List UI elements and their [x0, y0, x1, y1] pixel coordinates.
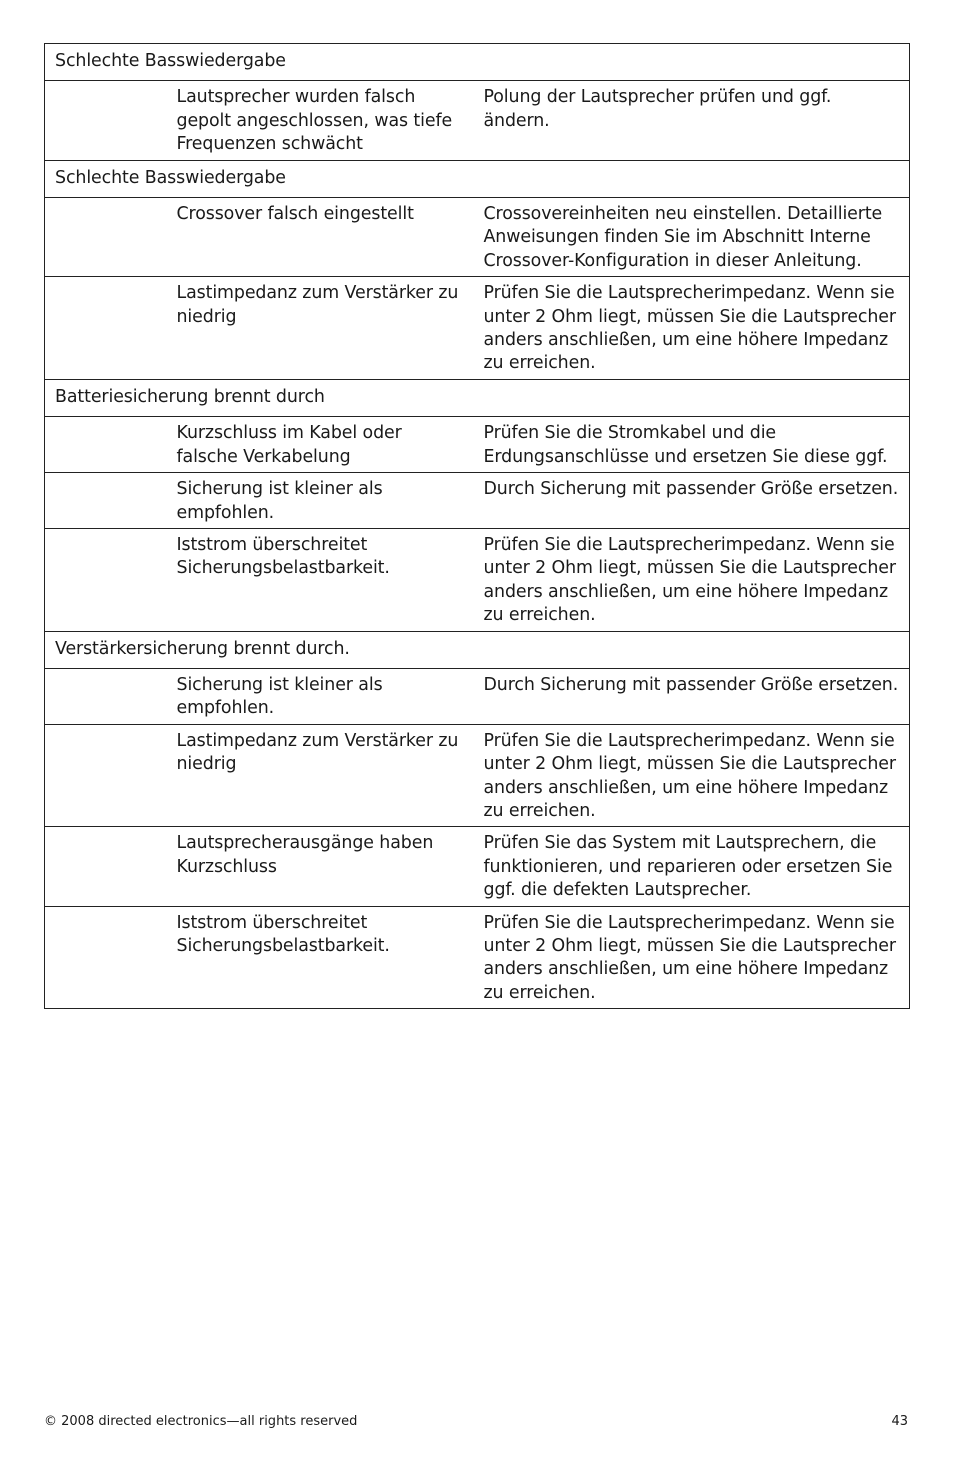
fix-cell: Prüfen Sie die Lautsprecherimpedanz. Wenn sie unter 2 Ohm liegt, müssen Sie die Lautsprecher anders anschließen, um eine höhere Impedanz zu erreichen.: [474, 906, 910, 1009]
empty-cell: [45, 827, 169, 906]
table-row: [45, 473, 910, 529]
cause-cell: Crossover falsch eingestellt: [169, 198, 474, 277]
cause-cell: Iststrom überschreitet Sicherungsbelastbarkeit.: [169, 528, 474, 631]
cause-cell: Sicherung ist kleiner als empfohlen.: [169, 668, 474, 724]
cause-cell: Lastimpedanz zum Verstärker zu niedrig: [169, 724, 474, 827]
fix-cell: Prüfen Sie die Stromkabel und die Erdungsanschlüsse und ersetzen Sie diese ggf.: [474, 417, 910, 473]
cause-cell: Lastimpedanz zum Verstärker zu niedrig: [169, 277, 474, 380]
empty-cell: [45, 906, 169, 1009]
copyright-text: © 2008 directed electronics—all rights reserved: [44, 1414, 358, 1429]
empty-cell: [45, 473, 169, 529]
problem-title: Batteriesicherung brennt durch: [45, 379, 910, 416]
cause-cell: Lautsprecherausgänge haben Kurzschluss: [169, 827, 474, 906]
empty-cell: [45, 528, 169, 631]
fix-cell: Prüfen Sie die Lautsprecherimpedanz. Wenn sie unter 2 Ohm liegt, müssen Sie die Lautsprecher anders anschließen, um eine höhere Impedanz zu erreichen.: [474, 724, 910, 827]
group-header-row: [45, 160, 910, 197]
cause-cell: Iststrom überschreitet Sicherungsbelastbarkeit.: [169, 906, 474, 1009]
empty-cell: [45, 277, 169, 380]
empty-cell: [45, 417, 169, 473]
cause-cell: Sicherung ist kleiner als empfohlen.: [169, 473, 474, 529]
problem-title: Verstärkersicherung brennt durch.: [45, 631, 910, 668]
fix-cell: Polung der Lautsprecher prüfen und ggf. ändern.: [474, 81, 910, 160]
table-row: [45, 528, 910, 631]
troubleshooting-table: [44, 43, 910, 1009]
fix-cell: Durch Sicherung mit passender Größe ersetzen.: [474, 473, 910, 529]
problem-title: Schlechte Basswiedergabe: [45, 44, 910, 81]
table-row: [45, 906, 910, 1009]
fix-cell: Prüfen Sie die Lautsprecherimpedanz. Wenn sie unter 2 Ohm liegt, müssen Sie die Lautsprecher anders anschließen, um eine höhere Impedanz zu erreichen.: [474, 277, 910, 380]
table-row: [45, 417, 910, 473]
page-footer: [44, 1413, 910, 1431]
fix-cell: Durch Sicherung mit passender Größe ersetzen.: [474, 668, 910, 724]
table-row: [45, 668, 910, 724]
fix-cell: Crossovereinheiten neu einstellen. Detaillierte Anweisungen finden Sie im Abschnitt Interne Crossover-Konfiguration in dieser Anleitung.: [474, 198, 910, 277]
group-header-row: [45, 44, 910, 81]
group-header-row: [45, 631, 910, 668]
group-header-row: [45, 379, 910, 416]
cause-cell: Lautsprecher wurden falsch gepolt angeschlossen, was tiefe Frequenzen schwächt: [169, 81, 474, 160]
table-row: [45, 724, 910, 827]
cause-cell: Kurzschluss im Kabel oder falsche Verkabelung: [169, 417, 474, 473]
empty-cell: [45, 724, 169, 827]
problem-title: Schlechte Basswiedergabe: [45, 160, 910, 197]
fix-cell: Prüfen Sie das System mit Lautsprechern, die funktionieren, und reparieren oder ersetzen Sie ggf. die defekten Lautsprecher.: [474, 827, 910, 906]
empty-cell: [45, 198, 169, 277]
empty-cell: [45, 81, 169, 160]
table-row: [45, 827, 910, 906]
empty-cell: [45, 668, 169, 724]
table-row: [45, 81, 910, 160]
page-number: 43: [891, 1414, 908, 1429]
fix-cell: Prüfen Sie die Lautsprecherimpedanz. Wenn sie unter 2 Ohm liegt, müssen Sie die Lautsprecher anders anschließen, um eine höhere Impedanz zu erreichen.: [474, 528, 910, 631]
table-row: [45, 277, 910, 380]
table-row: [45, 198, 910, 277]
